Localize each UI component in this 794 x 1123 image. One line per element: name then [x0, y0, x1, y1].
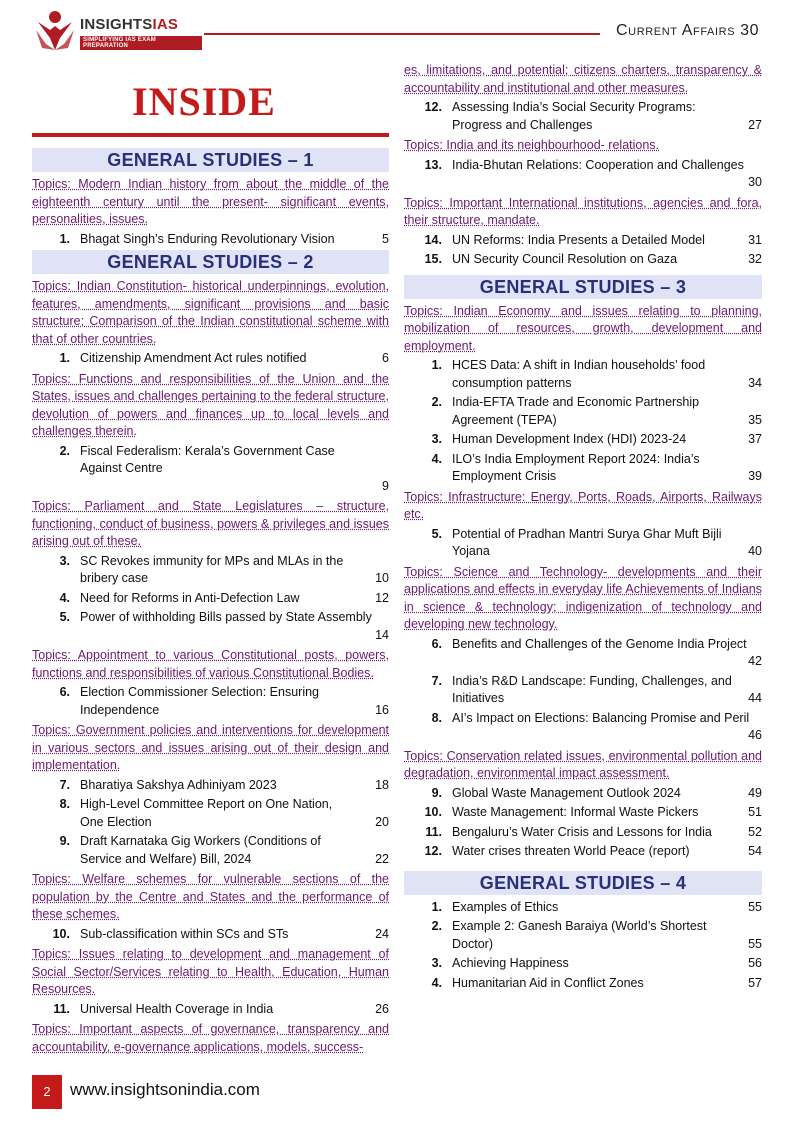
- topic-link[interactable]: Topics: Modern Indian history from about the middle of the eighteenth century until the present- significant events, personalities, issues.: [32, 177, 389, 226]
- toc-entry[interactable]: 1. Citizenship Amendment Act rules notified 6: [59, 351, 389, 365]
- section-heading-gs1: GENERAL STUDIES – 1: [32, 148, 389, 172]
- topic-link[interactable]: Topics: Government policies and interventions for development in various sectors and issues arising out of their design and implementation.: [32, 723, 389, 772]
- page-header: [0, 0, 794, 60]
- toc-entry[interactable]: 12. Assessing India’s Social Security Programs: Progress and Challenges 27: [424, 100, 762, 132]
- toc-entry[interactable]: 7. Bharatiya Sakshya Adhiniyam 2023 18: [59, 777, 389, 792]
- toc-entry[interactable]: 8. High-Level Committee Report on One Nation, One Election 20: [59, 797, 389, 829]
- page-number: 2: [32, 1075, 62, 1109]
- topic-link[interactable]: Topics: Science and Technology- developments and their applications and effects in everyday life Achievements of Indians in science & technology; indigenization of technology and developing new technology.: [404, 564, 762, 631]
- toc-entry[interactable]: 7. India’s R&D Landscape: Funding, Challenges, and Initiatives 44: [431, 673, 762, 705]
- topic-link[interactable]: Topics: Indian Economy and issues relating to planning, mobilization of resources, growth, development and employment.: [404, 303, 762, 353]
- toc-entry[interactable]: 1. Bhagat Singh’s Enduring Revolutionary Vision 5: [59, 231, 389, 246]
- topic-link[interactable]: Topics: Conservation related issues, environmental pollution and degradation, environmental impact assessment.: [404, 748, 762, 780]
- toc-entry[interactable]: 5. Power of withholding Bills passed by State Assembly 14: [59, 610, 389, 642]
- topic-link[interactable]: Topics: Important International institutions, agencies and fora, their structure, mandate.: [404, 195, 762, 227]
- toc-entry[interactable]: 5. Potential of Pradhan Mantri Surya Ghar Muft Bijli Yojana 40: [431, 526, 762, 558]
- toc-entry[interactable]: 6. Election Commissioner Selection: Ensuring Independence 16: [59, 685, 389, 717]
- topic-link[interactable]: es, limitations, and potential; citizens charters, transparency & accountability and institutional and other measures.: [404, 63, 762, 95]
- footer-website-link[interactable]: www.insightsonindia.com: [70, 1080, 260, 1099]
- toc-entry[interactable]: 4. Humanitarian Aid in Conflict Zones 57: [431, 975, 762, 990]
- toc-entry[interactable]: 15. UN Security Council Resolution on Gaza 32: [424, 252, 762, 266]
- toc-entry[interactable]: 3. SC Revokes immunity for MPs and MLAs in the bribery case 10: [59, 553, 389, 585]
- topic-link[interactable]: Topics: Issues relating to development and management of Social Sector/Services relating to Health, Education, Human Resources.: [32, 947, 389, 996]
- toc-entry[interactable]: 11. Bengaluru’s Water Crisis and Lessons for India 52: [425, 824, 762, 839]
- topic-link[interactable]: Topics: Parliament and State Legislatures – structure, functioning, conduct of business, powers & privileges and issues arising out of these.: [32, 499, 389, 548]
- toc-entry[interactable]: 14. UN Reforms: India Presents a Detailed Model 31: [424, 232, 762, 247]
- topic-link[interactable]: Topics: Indian Constitution- historical underpinnings, evolution, features, amendments, significant provisions and basic structure; Comparison of the Indian constitutional scheme with that of other countries.: [32, 279, 389, 346]
- logo-tagline: SIMPLIFYING IAS EXAM PREPARATION: [80, 36, 202, 50]
- toc-entry[interactable]: 3. Achieving Happiness 56: [431, 956, 762, 970]
- toc-entry[interactable]: 9. Global Waste Management Outlook 2024 49: [431, 785, 762, 800]
- toc-entry[interactable]: 4. ILO’s India Employment Report 2024: India’s Employment Crisis 39: [431, 451, 762, 483]
- toc-entry[interactable]: 10. Sub-classification within SCs and STs 24: [52, 926, 389, 941]
- topic-link[interactable]: Topics: Functions and responsibilities of the Union and the States, issues and challenges pertaining to the federal structure, devolution of powers and finances up to local levels and challenges therein.: [32, 371, 389, 438]
- topic-link[interactable]: Topics: Appointment to various Constitutional posts, powers, functions and responsibilities of various Constitutional Bodies.: [32, 648, 389, 680]
- toc-entry[interactable]: 10. Waste Management: Informal Waste Pickers 51: [424, 805, 762, 819]
- logo-text: INSIGHTSIAS: [80, 16, 179, 33]
- inside-heading: INSIDE: [132, 79, 276, 124]
- toc-entry[interactable]: 2. Example 2: Ganesh Baraiya (World’s Shortest Doctor) 55: [431, 919, 762, 951]
- insightsias-logo[interactable]: [32, 8, 202, 52]
- logo-mark-icon: [32, 8, 78, 52]
- toc-entry[interactable]: 8. AI’s Impact on Elections: Balancing Promise and Peril 46: [431, 710, 762, 742]
- section-heading-gs3: GENERAL STUDIES – 3: [404, 275, 762, 299]
- topic-link[interactable]: Topics: Important aspects of governance, transparency and accountability, e-governance applications, models, success-: [32, 1022, 389, 1054]
- header-title: Current Affairs 30: [616, 22, 760, 39]
- toc-entry[interactable]: 1. Examples of Ethics 55: [431, 899, 762, 914]
- topic-link[interactable]: Topics: Infrastructure: Energy, Ports, Roads, Airports, Railways etc.: [404, 489, 762, 521]
- toc-right-column: [404, 62, 762, 994]
- inside-divider: [32, 133, 389, 137]
- topic-link[interactable]: Topics: India and its neighbourhood- relations.: [404, 138, 660, 152]
- toc-entry[interactable]: 2. India-EFTA Trade and Economic Partnership Agreement (TEPA) 35: [431, 395, 762, 427]
- section-heading-gs2: GENERAL STUDIES – 2: [32, 250, 389, 274]
- toc-entry[interactable]: 11. Universal Health Coverage in India 26: [53, 1001, 389, 1016]
- section-heading-gs4: GENERAL STUDIES – 4: [404, 871, 762, 895]
- header-divider: [204, 33, 600, 35]
- toc-entry[interactable]: 12. Water crises threaten World Peace (report) 54: [424, 844, 762, 858]
- toc-entry[interactable]: 4. Need for Reforms in Anti-Defection Law 12: [59, 590, 389, 605]
- toc-entry[interactable]: 1. HCES Data: A shift in Indian households’ food consumption patterns 34: [431, 358, 762, 390]
- toc-left-column: [32, 146, 389, 1058]
- toc-entry[interactable]: 3. Human Development Index (HDI) 2023-24 37: [431, 432, 762, 446]
- toc-entry[interactable]: 6. Benefits and Challenges of the Genome India Project 42: [431, 636, 762, 668]
- topic-link[interactable]: Topics: Welfare schemes for vulnerable sections of the population by the Centre and States and the performance of these schemes.: [32, 872, 389, 921]
- toc-entry[interactable]: 13. India-Bhutan Relations: Cooperation and Challenges 30: [424, 157, 762, 189]
- toc-entry[interactable]: 2. Fiscal Federalism: Kerala’s Government Case Against Centre 9: [59, 443, 389, 493]
- toc-entry[interactable]: 9. Draft Karnataka Gig Workers (Conditions of Service and Welfare) Bill, 2024 22: [59, 834, 389, 866]
